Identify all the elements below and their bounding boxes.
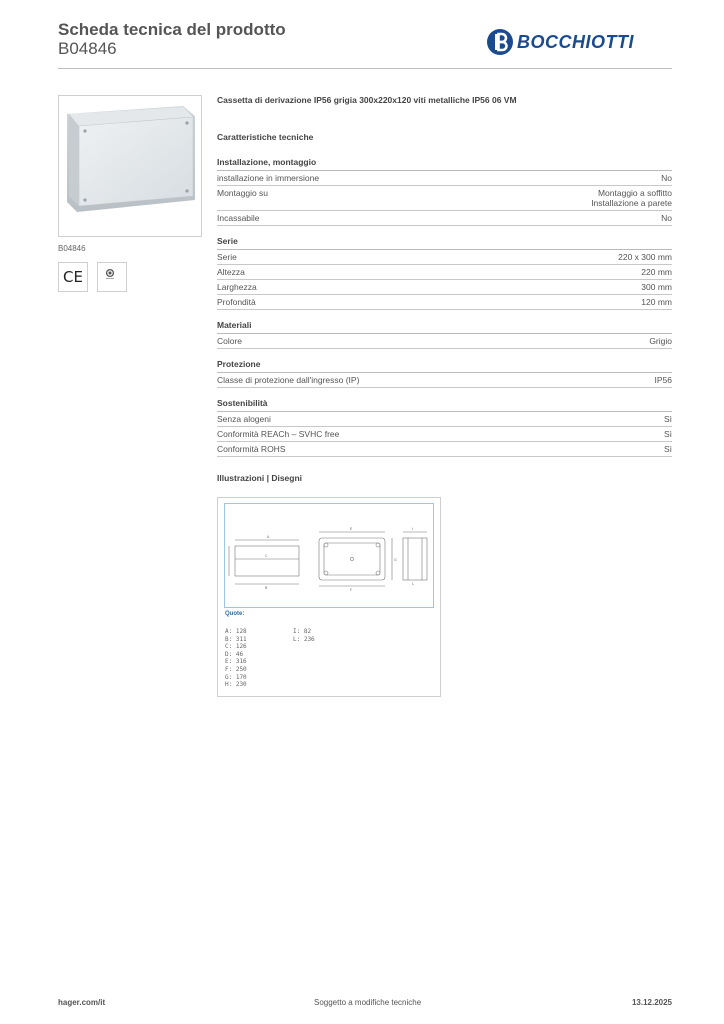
dim-label: B xyxy=(265,586,268,590)
quotes-column-1 xyxy=(225,628,247,689)
dim-label: A xyxy=(267,535,270,539)
spec-row xyxy=(217,280,672,295)
bocchiotti-logo-icon xyxy=(486,28,514,56)
spec-value xyxy=(661,173,672,183)
spec-label: Conformità ROHS xyxy=(217,444,286,454)
spec-value xyxy=(641,297,672,307)
spec-row xyxy=(217,265,672,280)
footer-date: 13.12.2025 xyxy=(631,998,672,1007)
dim-label: E xyxy=(350,527,353,531)
spec-section-title: Materiali xyxy=(217,320,672,334)
spec-row xyxy=(217,427,672,442)
spec-value xyxy=(664,429,672,439)
dim-label: I xyxy=(412,527,414,531)
spec-sections xyxy=(217,157,672,457)
junction-box-illustration xyxy=(59,96,201,236)
spec-label: Altezza xyxy=(217,267,245,277)
spec-row xyxy=(217,442,672,457)
spec-label: Senza alogeni xyxy=(217,414,271,424)
footer-website: hager.com/it xyxy=(58,998,106,1007)
spec-section xyxy=(217,398,672,457)
quote-line: I: 82 xyxy=(293,628,312,635)
spec-value xyxy=(655,375,673,385)
brand-logo xyxy=(486,28,634,56)
header-divider xyxy=(58,68,672,69)
quote-line: B: 311 xyxy=(225,635,247,643)
spec-label: Colore xyxy=(217,336,243,346)
spec-section xyxy=(217,359,672,388)
spec-value xyxy=(641,282,672,292)
dimension-drawing xyxy=(225,504,433,607)
spec-section-title: Sostenibilità xyxy=(217,398,672,412)
quote-line: A: 128 xyxy=(225,628,247,635)
footer-disclaimer: Soggetto a modifiche tecniche xyxy=(314,998,422,1007)
spec-value xyxy=(661,213,672,223)
brand-logo-text: BOCCHIOTTI xyxy=(517,31,634,52)
spec-value-line: Sì xyxy=(663,444,672,454)
spec-value-line: Montaggio a soffitto xyxy=(597,188,672,198)
spec-row xyxy=(217,295,672,310)
spec-value-line: IP56 xyxy=(654,375,672,385)
spec-value-line: Sì xyxy=(663,414,672,424)
spec-row xyxy=(217,373,672,388)
technical-specs xyxy=(217,95,672,483)
drawing-frame xyxy=(224,503,434,608)
product-image xyxy=(58,95,202,237)
quote-line: C: 126 xyxy=(225,643,247,651)
ce-mark-icon: CE xyxy=(58,262,88,292)
dim-label: G xyxy=(394,558,397,562)
product-image-caption: B04846 xyxy=(58,244,86,253)
quote-line: E: 316 xyxy=(225,658,247,666)
spec-row xyxy=(217,250,672,265)
spec-row xyxy=(217,334,672,349)
spec-row xyxy=(217,186,672,211)
imq-mark-icon xyxy=(97,262,127,292)
quote-line: G: 170 xyxy=(225,673,247,681)
illustrations-heading: Illustrazioni | Disegni xyxy=(217,473,303,483)
spec-value-line: Sì xyxy=(663,429,672,439)
spec-value-line: No xyxy=(661,213,672,223)
spec-value xyxy=(591,188,672,208)
quote-line: D: 46 xyxy=(225,650,244,658)
spec-value-line: 220 x 300 mm xyxy=(618,252,672,262)
dim-label: C xyxy=(265,554,268,558)
spec-section xyxy=(217,236,672,310)
spec-value xyxy=(618,252,672,262)
spec-section-title: Serie xyxy=(217,236,672,250)
spec-value xyxy=(641,267,672,277)
quote-line: H: 230 xyxy=(225,681,247,689)
spec-value-line: No xyxy=(661,173,672,183)
spec-label: installazione in immersione xyxy=(217,173,320,183)
spec-label: Conformità REACh – SVHC free xyxy=(217,429,340,439)
characteristics-heading: Caratteristiche tecniche xyxy=(217,132,314,142)
page-title: Scheda tecnica del prodotto xyxy=(58,20,286,39)
spec-value-line: Installazione a parete xyxy=(591,198,672,208)
spec-label: Profondità xyxy=(217,297,256,307)
spec-label: Larghezza xyxy=(217,282,257,292)
technical-drawing xyxy=(217,497,441,697)
dim-label: F xyxy=(350,588,353,592)
spec-value xyxy=(664,444,672,454)
spec-section xyxy=(217,157,672,226)
spec-section-title: Protezione xyxy=(217,359,672,373)
quotes-column-2 xyxy=(293,628,315,643)
spec-section xyxy=(217,320,672,349)
spec-value-line: 220 mm xyxy=(641,267,672,277)
spec-value xyxy=(664,414,672,424)
spec-label: Classe di protezione dall'ingresso (IP) xyxy=(217,375,360,385)
spec-row xyxy=(217,171,672,186)
quote-line: L: 236 xyxy=(293,635,315,643)
product-code-heading: B04846 xyxy=(58,39,117,58)
spec-section-title: Installazione, montaggio xyxy=(217,157,672,171)
spec-value-line: 120 mm xyxy=(641,297,672,307)
spec-value-line: 300 mm xyxy=(641,282,672,292)
spec-value xyxy=(649,336,672,346)
product-description: Cassetta di derivazione IP56 grigia 300x220x120 viti metalliche IP56 06 VM xyxy=(217,95,517,105)
spec-row xyxy=(217,211,672,226)
quote-line: F: 250 xyxy=(225,665,247,673)
spec-value-line: Grigio xyxy=(649,336,672,346)
dim-label: L xyxy=(412,582,414,586)
spec-label: Serie xyxy=(217,252,237,262)
quotes-heading: Quote: xyxy=(225,611,245,617)
spec-label: Incassabile xyxy=(217,213,260,223)
spec-row xyxy=(217,412,672,427)
spec-label: Montaggio su xyxy=(217,188,269,198)
